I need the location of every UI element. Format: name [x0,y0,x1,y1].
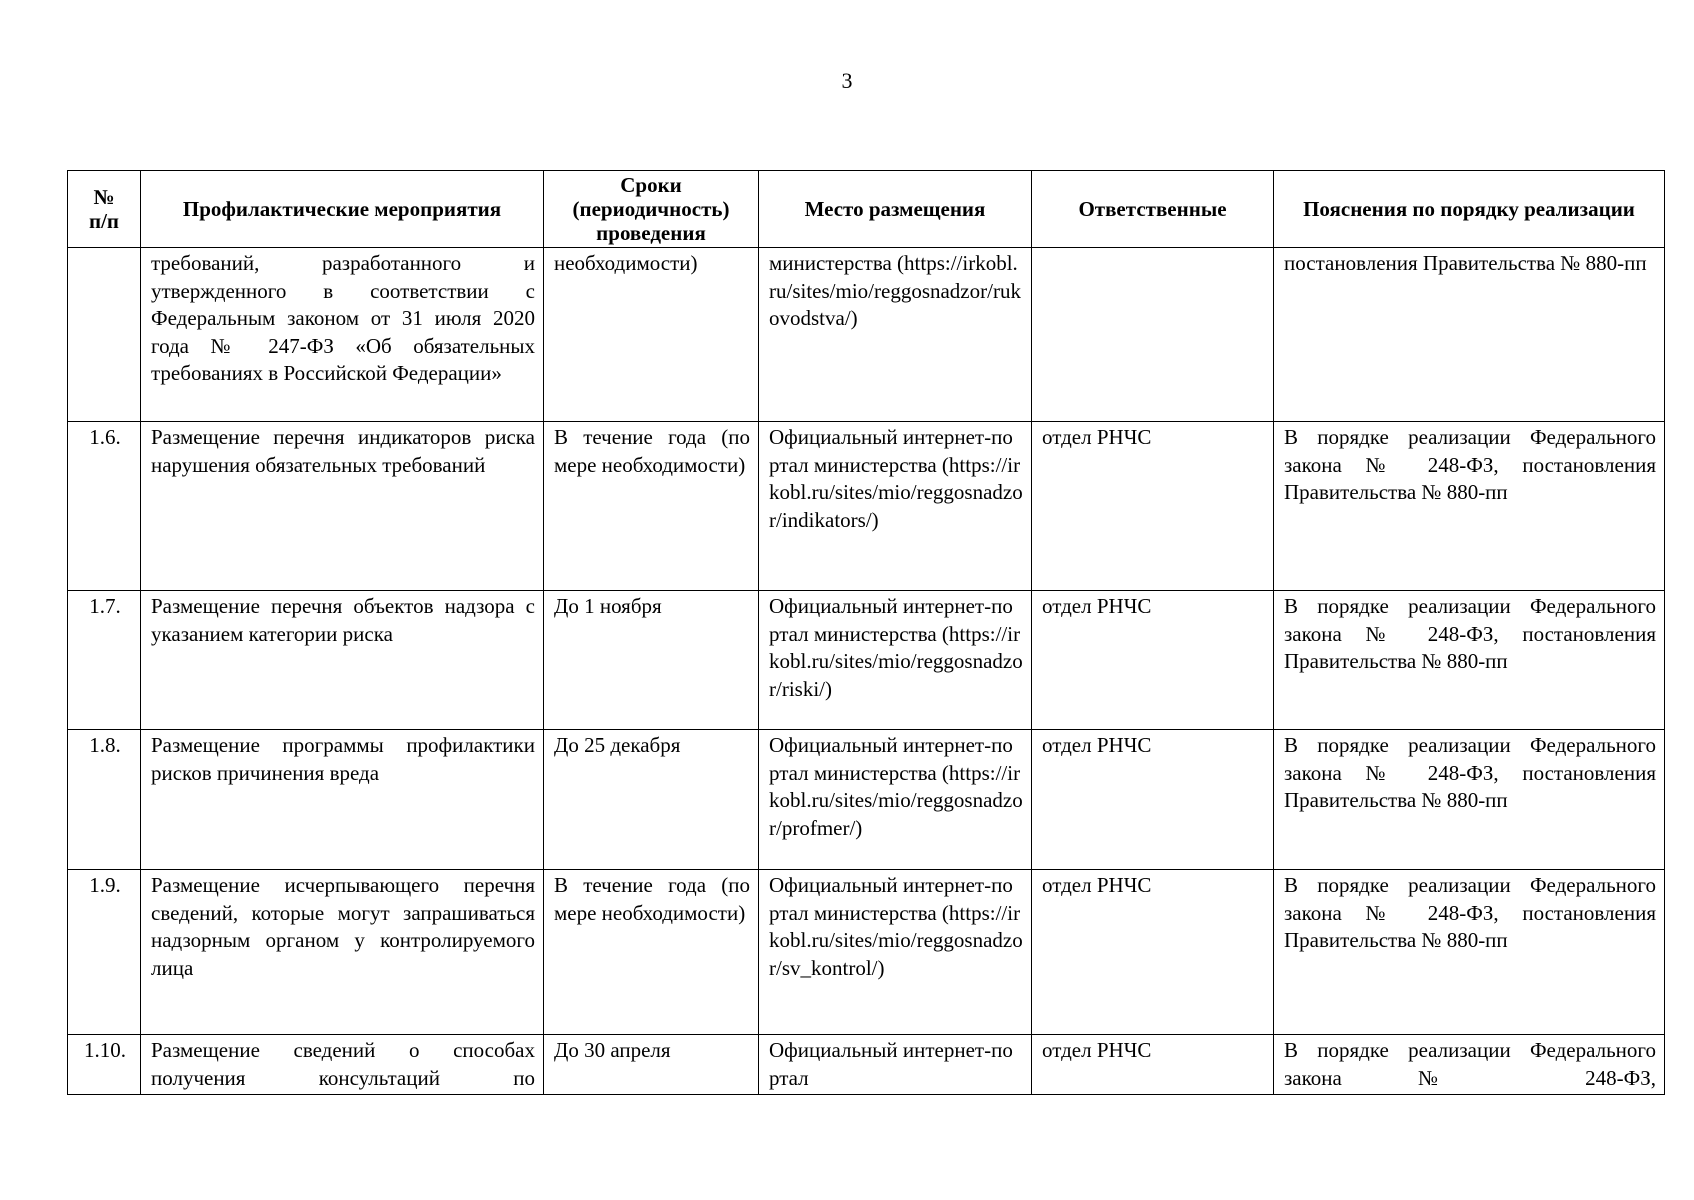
row-period: До 30 апреля [544,1035,759,1095]
table-row [68,870,1665,1035]
row-place: Официальный интернет-портал министерства (https://irkobl.ru/sites/mio/reggosnadzor/riski/) [759,591,1032,730]
page-number: 3 [841,68,853,93]
row-notes: В порядке реализации Федерального закона № 248-ФЗ, постановления Правительства № 880-пп [1274,422,1665,591]
row-place: министерства (https://irkobl.ru/sites/mio/reggosnadzor/rukovodstva/) [759,248,1032,422]
header-activity: Профилактические мероприятия [141,171,544,248]
row-responsible: отдел РНЧС [1032,422,1274,591]
row-num: 1.6. [68,422,141,591]
row-activity: Размещение программы профилактики рисков причинения вреда [141,730,544,870]
header-period: Сроки (периодичность) проведения [544,171,759,248]
row-activity: Размещение сведений о способах получения консультаций по [141,1035,544,1095]
row-notes: В порядке реализации Федерального закона № 248-ФЗ, [1274,1035,1665,1095]
row-place: Официальный интернет-портал министерства (https://irkobl.ru/sites/mio/reggosnadzor/profmer/) [759,730,1032,870]
row-notes: постановления Правительства № 880-пп [1274,248,1665,422]
row-period: В течение года (по мере необходимости) [544,422,759,591]
row-activity: Размещение перечня индикаторов риска нарушения обязательных требований [141,422,544,591]
row-responsible [1032,248,1274,422]
table-row [68,591,1665,730]
header-notes: Пояснения по порядку реализации [1274,171,1665,248]
table-row [68,1035,1665,1095]
table-header-row [68,171,1665,248]
row-num: 1.9. [68,870,141,1035]
row-place: Официальный интернет-портал [759,1035,1032,1095]
row-period: В течение года (по мере необходимости) [544,870,759,1035]
header-place: Место размещения [759,171,1032,248]
header-responsible: Ответственные [1032,171,1274,248]
row-responsible: отдел РНЧС [1032,870,1274,1035]
row-notes: В порядке реализации Федерального закона № 248-ФЗ, постановления Правительства № 880-пп [1274,730,1665,870]
row-place: Официальный интернет-портал министерства (https://irkobl.ru/sites/mio/reggosnadzor/indikators/) [759,422,1032,591]
table-row [68,422,1665,591]
row-num: 1.10. [68,1035,141,1095]
header-num: № п/п [68,171,141,248]
row-activity: Размещение перечня объектов надзора с указанием категории риска [141,591,544,730]
row-responsible: отдел РНЧС [1032,591,1274,730]
row-activity: Размещение исчерпывающего перечня сведений, которые могут запрашиваться надзорным органом у контролируемого лица [141,870,544,1035]
row-period: До 1 ноября [544,591,759,730]
row-num: 1.7. [68,591,141,730]
table-row [68,730,1665,870]
row-num: 1.8. [68,730,141,870]
row-responsible: отдел РНЧС [1032,1035,1274,1095]
table-row [68,248,1665,422]
row-activity: требований, разработанного и утвержденного в соответствии с Федеральным законом от 31 июля 2020 года № 247-ФЗ «Об обязательных требованиях в Российской Федерации» [141,248,544,422]
row-responsible: отдел РНЧС [1032,730,1274,870]
prevention-measures-table [67,170,1665,1095]
row-notes: В порядке реализации Федерального закона № 248-ФЗ, постановления Правительства № 880-пп [1274,591,1665,730]
row-period: необходимости) [544,248,759,422]
row-notes: В порядке реализации Федерального закона № 248-ФЗ, постановления Правительства № 880-пп [1274,870,1665,1035]
row-num [68,248,141,422]
row-place: Официальный интернет-портал министерства (https://irkobl.ru/sites/mio/reggosnadzor/sv_kontrol/) [759,870,1032,1035]
row-period: До 25 декабря [544,730,759,870]
